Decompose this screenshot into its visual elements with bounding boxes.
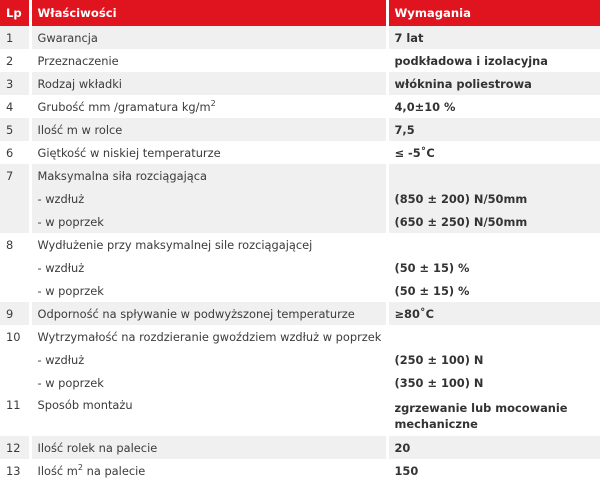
row-requirement: ≥80˚C — [387, 302, 600, 325]
row-requirement: (350 ± 100) N — [394, 375, 484, 390]
table-row — [0, 164, 600, 187]
header-requirement: Wymagania — [387, 0, 600, 26]
row-requirement — [387, 233, 600, 256]
row-property — [30, 459, 387, 482]
row-number: 12 — [0, 436, 30, 459]
row-property: Przeznaczenie — [30, 49, 387, 72]
row-requirement: 150 — [394, 463, 419, 478]
row-number: 2 — [0, 49, 30, 72]
row-number — [0, 256, 30, 279]
superscript: 2 — [77, 462, 84, 472]
header-lp: Lp — [0, 0, 30, 26]
row-requirement: 7,5 — [387, 118, 600, 141]
row-property-text: na palecie — [83, 463, 146, 478]
row-requirement: 20 — [387, 436, 600, 459]
row-property: Ilość rolek na palecie — [30, 436, 387, 459]
table-row — [0, 72, 600, 95]
row-number — [0, 279, 30, 302]
row-number: 10 — [0, 325, 30, 348]
row-requirement: (250 ± 100) N — [394, 352, 484, 367]
row-number: 11 — [0, 394, 30, 436]
row-number: 8 — [0, 233, 30, 256]
row-property: - w poprzek — [30, 371, 387, 394]
row-property — [30, 95, 387, 118]
row-number: 7 — [0, 164, 30, 187]
table-row — [0, 210, 600, 233]
row-property: Maksymalna siła rozciągająca — [30, 164, 387, 187]
row-property: - wzdłuż — [30, 256, 387, 279]
row-property: - wzdłuż — [30, 187, 387, 210]
row-property: - wzdłuż — [30, 348, 387, 371]
table-row — [0, 118, 600, 141]
row-requirement: ≤ -5˚C — [394, 145, 435, 160]
row-property: Ilość m w rolce — [30, 118, 387, 141]
row-property: Rodzaj wkładki — [30, 72, 387, 95]
row-property: Odporność na spływanie w podwyższonej temperaturze — [30, 302, 387, 325]
row-number: 3 — [0, 72, 30, 95]
row-number — [0, 187, 30, 210]
row-requirement: (850 ± 200) N/50mm — [387, 187, 600, 210]
table-row — [0, 325, 600, 348]
table-row — [0, 233, 600, 256]
row-requirement — [387, 325, 600, 348]
row-requirement: 7 lat — [387, 26, 600, 49]
table-row — [0, 256, 600, 279]
row-property: - w poprzek — [30, 279, 387, 302]
table-row — [0, 141, 600, 164]
table-row — [0, 371, 600, 394]
row-requirement: (50 ± 15) % — [394, 260, 470, 275]
row-requirement: (50 ± 15) % — [394, 283, 470, 298]
table-row — [0, 187, 600, 210]
table-row — [0, 394, 600, 436]
table-row — [0, 459, 600, 482]
row-number: 1 — [0, 26, 30, 49]
row-property: Wytrzymałość na rozdzieranie gwoździem wzdłuż w poprzek — [30, 325, 387, 348]
row-property-text: Grubość mm /gramatura kg/m — [37, 99, 211, 114]
row-property: - w poprzek — [30, 210, 387, 233]
row-property: Gwarancja — [30, 26, 387, 49]
table-row — [0, 26, 600, 49]
row-number — [0, 210, 30, 233]
table-row — [0, 279, 600, 302]
row-requirement: (650 ± 250) N/50mm — [387, 210, 600, 233]
row-property: Wydłużenie przy maksymalnej sile rozciągającej — [30, 233, 387, 256]
row-number: 9 — [0, 302, 30, 325]
row-property: Sposób montażu — [30, 394, 387, 436]
table-row — [0, 436, 600, 459]
row-number: 13 — [0, 459, 30, 482]
row-requirement: 4,0±10 % — [394, 99, 456, 114]
table-row — [0, 95, 600, 118]
row-number — [0, 348, 30, 371]
superscript: 2 — [210, 98, 216, 108]
table-row — [0, 49, 600, 72]
row-property: Giętkość w niskiej temperaturze — [30, 141, 387, 164]
row-number — [0, 371, 30, 394]
row-requirement: włóknina poliestrowa — [387, 72, 600, 95]
table-row — [0, 348, 600, 371]
row-number: 6 — [0, 141, 30, 164]
row-number: 5 — [0, 118, 30, 141]
row-requirement — [387, 164, 600, 187]
row-requirement: zgrzewanie lub mocowanie mechaniczne — [394, 401, 568, 431]
header-property: Właściwości — [30, 0, 387, 26]
row-property-text: Ilość m — [37, 463, 78, 478]
table-row — [0, 302, 600, 325]
row-number: 4 — [0, 95, 30, 118]
table-header-row — [0, 0, 600, 26]
row-requirement: podkładowa i izolacyjna — [394, 53, 548, 68]
